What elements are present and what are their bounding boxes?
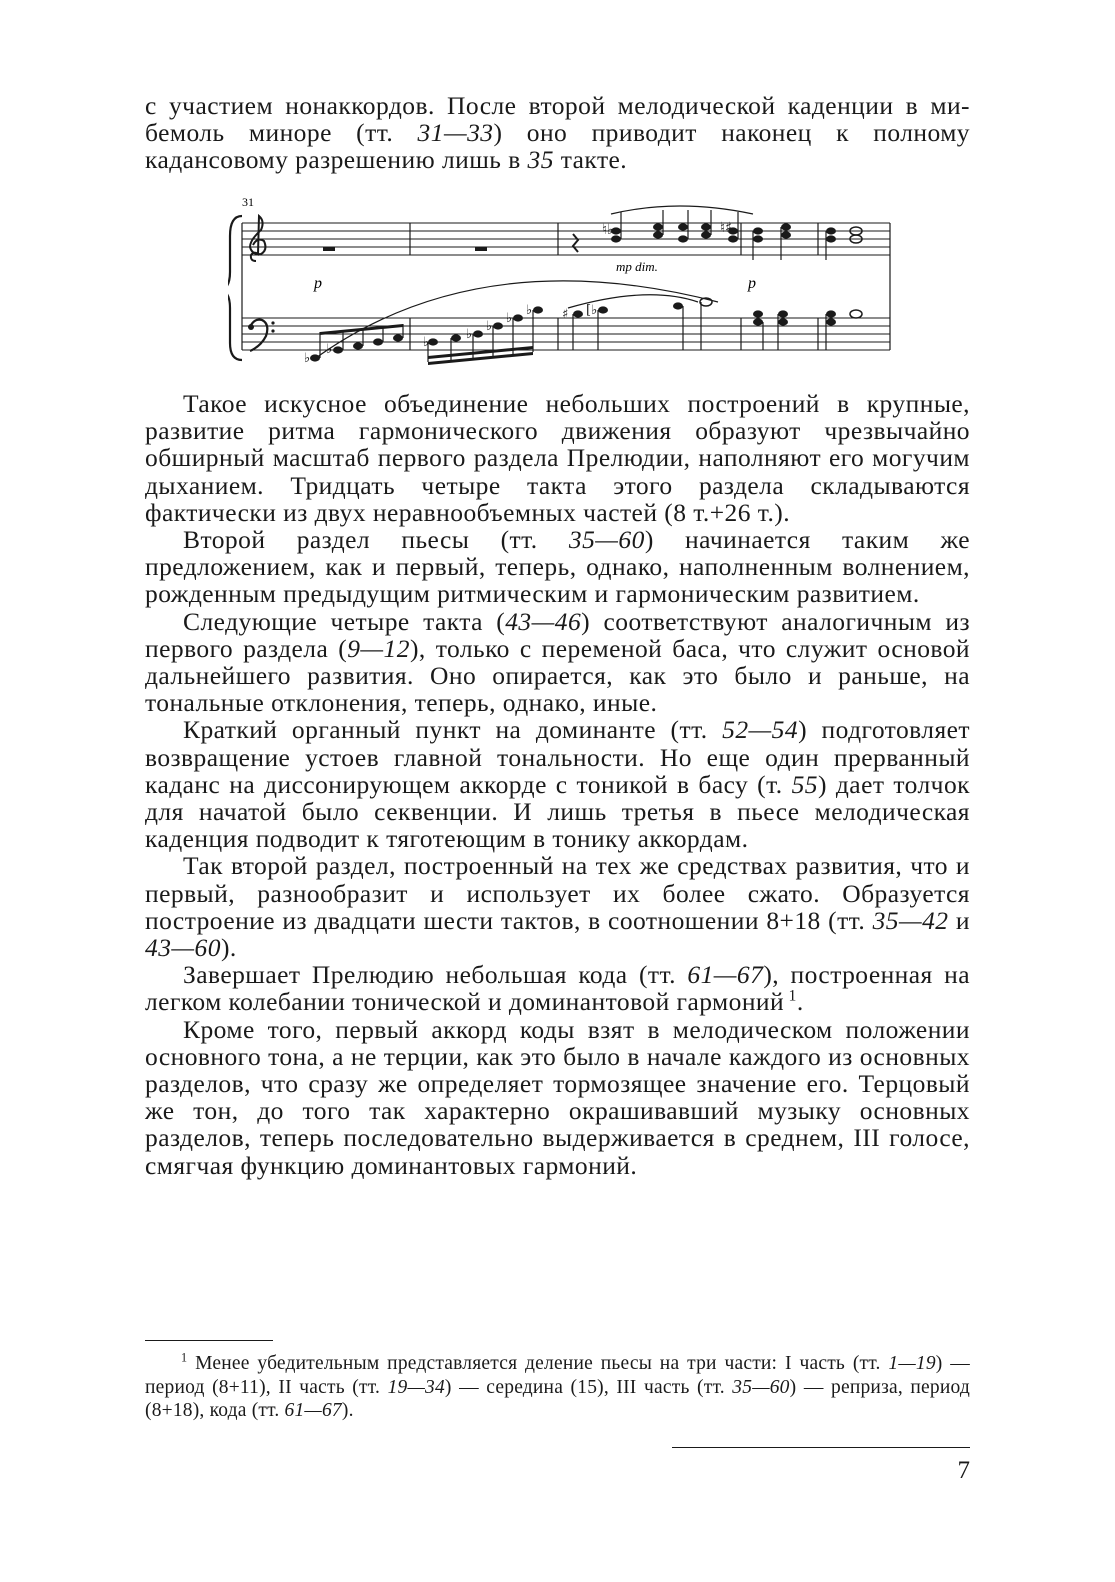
paragraph-2: Такое искусное объединение небольших построений в крупные, развитие ритма гармонического движения образуют чрезвычайно обширный масштаб первого раздела Прелюдии, наполняют его могучим дыханием. Тридцать четыре такта этого раздела складываются фактически из двух неравнообъемных частей (8 т.+26 т.). — [145, 389, 970, 527]
paragraphs-main — [145, 390, 970, 1179]
italic-ref: 43—46 — [505, 606, 582, 636]
bottom-divider — [672, 1447, 970, 1448]
italic-ref: 1—19 — [888, 1353, 936, 1374]
rests — [323, 234, 578, 252]
dynamics-upper: mp dim. — [616, 259, 658, 274]
dynamics-lower-2: p — [748, 275, 756, 292]
bass-staff — [242, 318, 890, 350]
italic-ref: 35—42 — [872, 905, 949, 935]
paragraph-8: Кроме того, первый аккорд коды взят в мелодическом положении основного тона, а не терции, как это было в начале каждого из основных разделов, что сразу же определяет тормозящее значение его. Терцовый же тон, до того так характерно окрашивавший музыку основных разделов, теперь последовательно выдерживается в среднем, III голосе, смягчая функцию доминантовых гармоний. — [145, 1014, 970, 1180]
italic-ref: 35 — [527, 145, 554, 175]
grand-staff-brace — [228, 216, 242, 360]
paragraph-6: Так второй раздел, построенный на тех же средствах развития, что и первый, разнообразит и использует их более сжато. Образуется построение из двадцати шести тактов, в соотношении 8+18 (тт. 35—42 и 43—60). — [145, 851, 971, 963]
footnote — [145, 1352, 970, 1423]
footnote-marker: 1 — [181, 1350, 188, 1365]
svg-text:♮♯: ♮♯ — [720, 220, 732, 236]
svg-text:♭: ♭ — [466, 327, 473, 342]
svg-text:[♭: [♭ — [586, 303, 598, 318]
italic-ref: 9—12 — [347, 633, 410, 663]
svg-text:♯: ♯ — [562, 307, 569, 322]
paragraph-3: Второй раздел пьесы (тт. 35—60) начинается таким же предложением, как и первый, теперь, однако, наполненным волнением, рожденным предыдущим ритмическим и гармоническим развитием. — [145, 525, 970, 609]
bass-stems-beams — [320, 302, 826, 362]
italic-ref: 19—34 — [387, 1376, 445, 1398]
italic-ref: 61—67 — [284, 1400, 342, 1421]
italic-ref: 55 — [791, 769, 818, 799]
svg-text:♭: ♭ — [304, 351, 311, 366]
treble-staff — [242, 223, 890, 255]
treble-chords — [611, 223, 862, 243]
svg-text:♭: ♭ — [526, 303, 533, 318]
paragraph-1: с участием нонаккордов. После второй мелодической каденции в ми-бемоль миноре (тт. 31—33) оно приводит наконец к полному кадансовому разрешению лишь в 35 такте. — [145, 91, 970, 175]
musical-example — [228, 190, 893, 370]
italic-ref: 61—67 — [687, 960, 764, 990]
paragraph-7: Завершает Прелюдию небольшая кода (тт. 61—67), построенная на легком колебании тонической и доминантовой гармоний $^1$. — [145, 960, 970, 1017]
footnote-divider — [145, 1340, 273, 1341]
italic-ref: 52—54 — [722, 715, 799, 745]
italic-ref: 31—33 — [417, 118, 494, 148]
footnote-body: Менее убедительным представляется деление пьесы на три части: I часть (тт. 1—19) — период (8+11), II часть (тт. 19—34) — середина (15), III часть (тт. 35—60) — реприза, период (8+18), кода (тт. 61—67). — [145, 1353, 971, 1421]
svg-text:♭: ♭ — [486, 319, 493, 334]
page-number: 7 — [957, 1457, 970, 1484]
paragraph-5: Краткий органный пункт на доминанте (тт. 52—54) подготовляет возвращение устоев главной тональности. Но еще один прерванный каданс на диссонирующем аккорде с тоникой в басу (т. 55) дает толчок для начатой было секвенции. И лишь третья в пьесе мелодическая каденция подводит к тяготеющим в тонику аккордам. — [145, 715, 971, 854]
footnote-ref[interactable]: 1 — [784, 987, 797, 1005]
italic-ref: 35—60 — [568, 525, 645, 555]
italic-ref: 43—60 — [145, 933, 221, 963]
paragraph-4: Следующие четыре такта (43—46) соответствуют аналогичным из первого раздела (9—12), только с переменой баса, что служит основой дальнейшего развития. Оно опирается, как это было и раньше, на тональные отклонения, теперь, однако, иные. — [145, 606, 971, 718]
svg-text:♭: ♭ — [326, 342, 333, 357]
measure-number: 31 — [242, 195, 254, 209]
italic-ref: 35—60 — [732, 1376, 790, 1398]
svg-text:♭: ♭ — [506, 311, 513, 326]
svg-text:♭: ♭ — [423, 335, 430, 350]
footnote-text — [145, 1352, 970, 1423]
dynamics-lower-1: p — [314, 275, 322, 292]
slur-upper — [611, 206, 753, 214]
paragraph-top — [145, 92, 970, 174]
svg-text:♮♭: ♮♭ — [602, 222, 614, 238]
bass-clef — [248, 320, 275, 351]
